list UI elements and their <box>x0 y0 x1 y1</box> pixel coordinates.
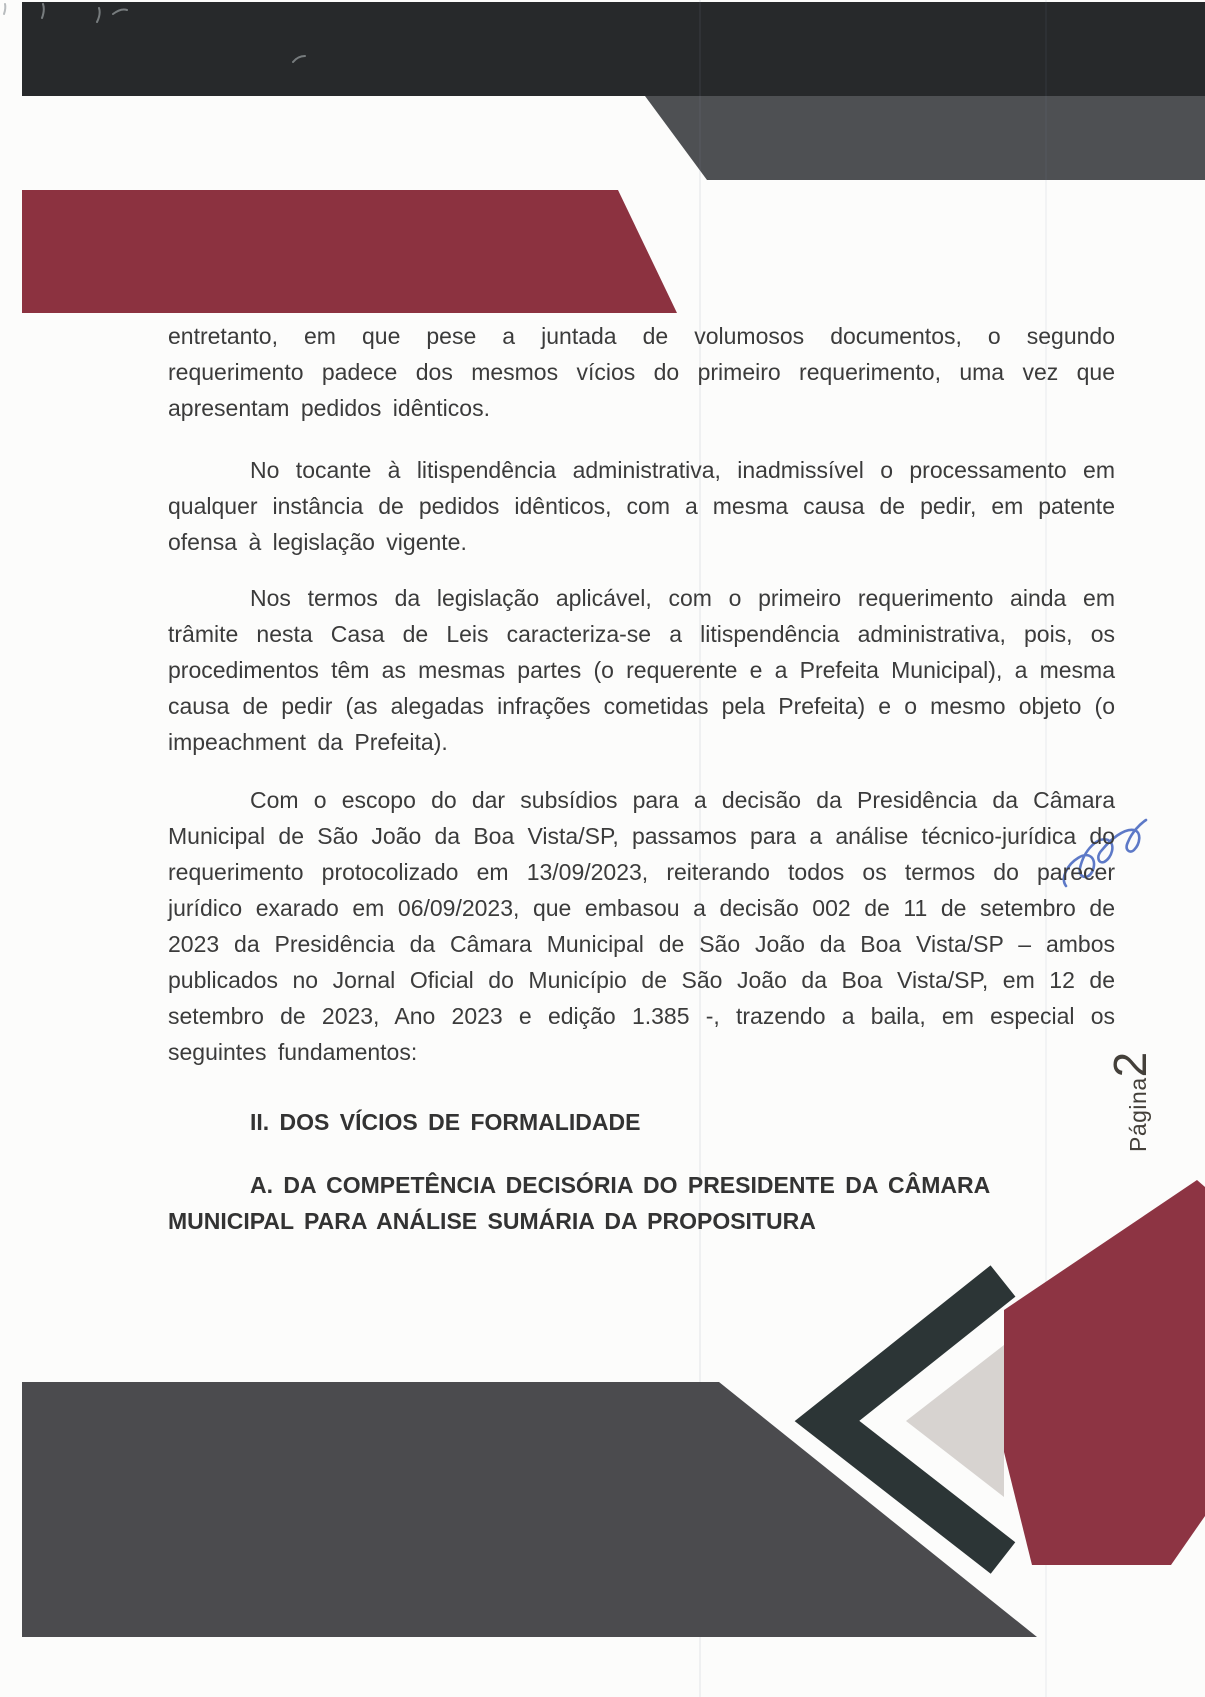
body-paragraph-3: Nos termos da legislação aplicável, com o primeiro requerimento ainda em trâmite nesta Casa de Leis caracteriza-se a litispendência administrativa, pois, os procedimentos têm as mesmas partes (o requerente e a Prefeita Municipal), a mesma causa de pedir (as alegadas infrações cometidas pela Prefeita) e o mesmo objeto (o impeachment da Prefeita). <box>168 585 1115 755</box>
page-number-vertical <box>1104 1020 1156 1152</box>
body-paragraph-1: entretanto, em que pese a juntada de volumosos documentos, o segundo requerimento padece dos mesmos vícios do primeiro requerimento, uma vez que apresentam pedidos idênticos. <box>168 323 1115 421</box>
header-dark-band <box>22 2 1205 96</box>
pen-mark-margin <box>4 4 5 14</box>
header-maroon-stripe <box>22 190 677 313</box>
page-number-label: Página <box>1125 1077 1151 1152</box>
section-heading-competencia: A. DA COMPETÊNCIA DECISÓRIA DO PRESIDENTE DA CÂMARA MUNICIPAL PARA ANÁLISE SUMÁRIA DA PROPOSITURA <box>168 1172 990 1234</box>
header-gray-band <box>645 96 1205 180</box>
footer-gray-trapezoid <box>22 1382 1037 1637</box>
body-paragraph-4: Com o escopo do dar subsídios para a decisão da Presidência da Câmara Municipal de São João da Boa Vista/SP, passamos para a análise técnico-jurídica do requerimento protocolizado em 13/09/2023, reiterando todos os termos do parecer jurídico exarado em 06/09/2023, que embasou a decisão 002 de 11 de setembro de 2023 da Presidência da Câmara Municipal de São João da Boa Vista/SP – ambos publicados no Jornal Oficial do Município de São João da Boa Vista/SP, em 12 de setembro de 2023, Ano 2023 e edição 1.385 -, trazendo a baila, em especial os seguintes fundamentos: <box>168 787 1115 1065</box>
page-number-value: 2 <box>1104 1051 1156 1078</box>
body-paragraph-2: No tocante à litispendência administrativa, inadmissível o processamento em qualquer instância de pedidos idênticos, com a mesma causa de pedir, em patente ofensa à legislação vigente. <box>168 457 1115 555</box>
section-heading-vicios: II. DOS VÍCIOS DE FORMALIDADE <box>250 1109 641 1135</box>
